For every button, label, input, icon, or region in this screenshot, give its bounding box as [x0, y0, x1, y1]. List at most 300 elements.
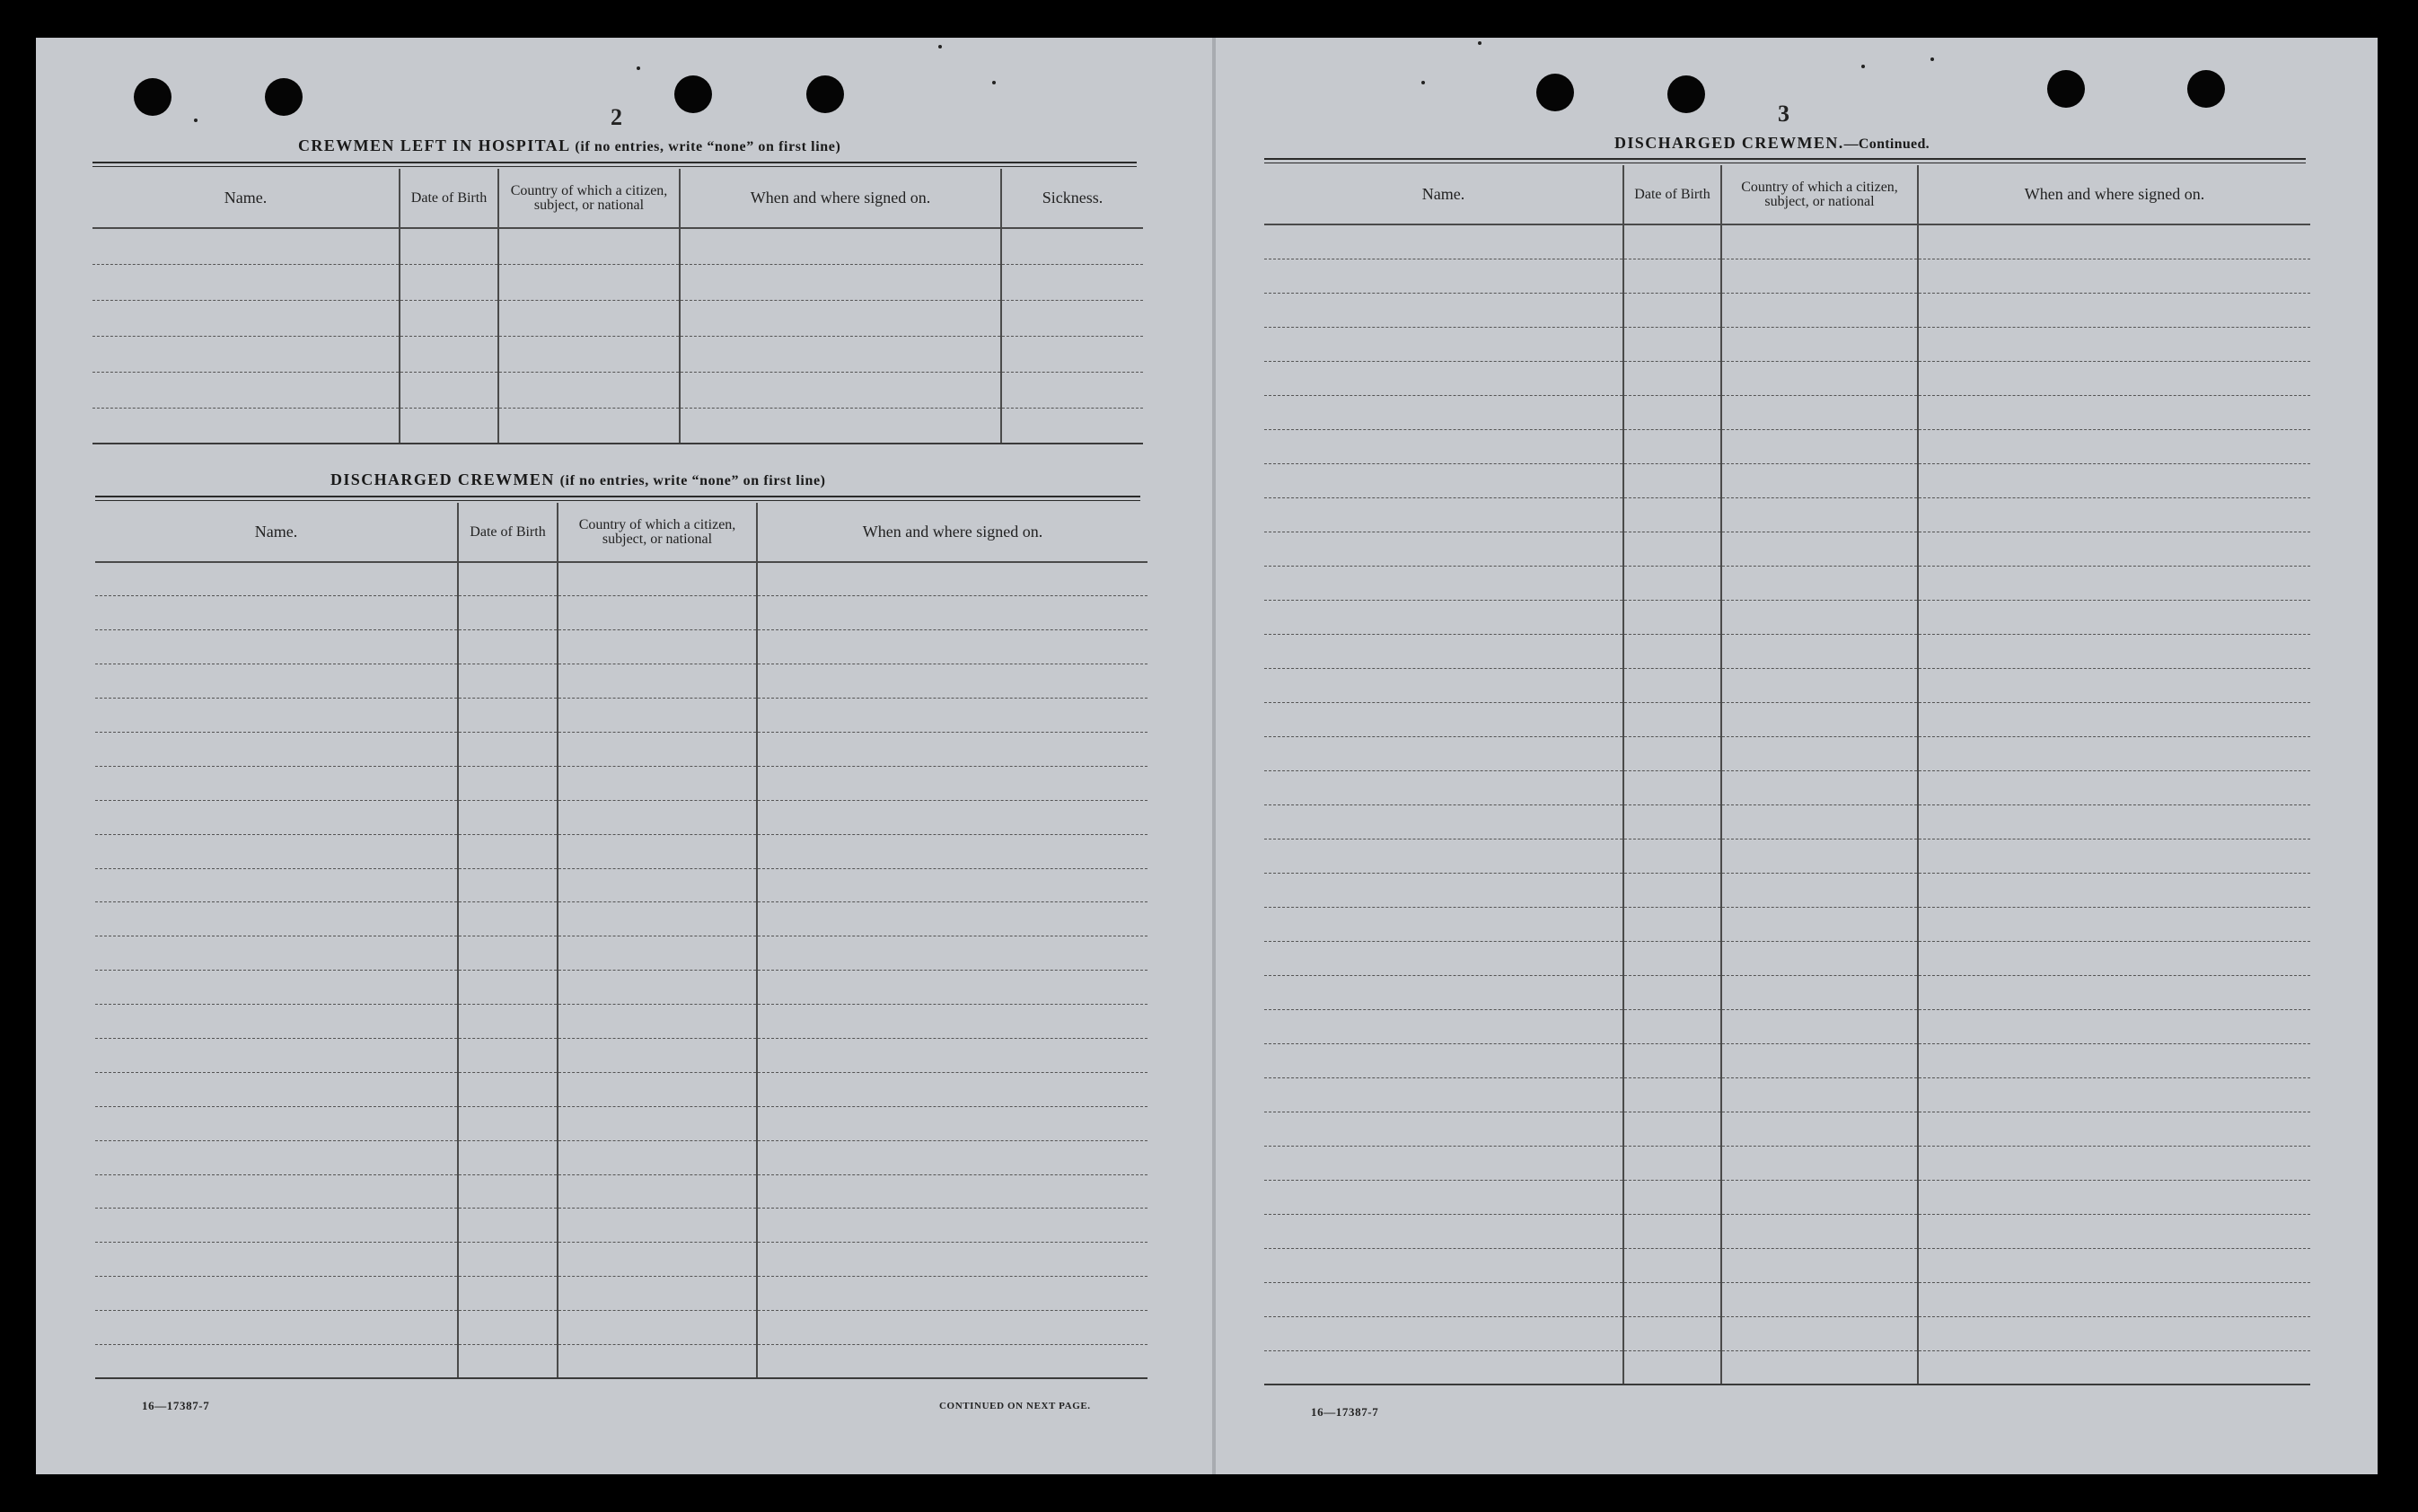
hospital-section-title [298, 136, 840, 155]
blank-cell [757, 1174, 1147, 1209]
col-header-signed-on: When and where signed on. [1918, 165, 2310, 224]
blank-cell [458, 664, 558, 699]
blank-cell [1264, 395, 1623, 429]
page-fold [1212, 38, 1216, 1474]
table-row [1264, 395, 2310, 429]
blank-cell [498, 300, 680, 336]
blank-cell [757, 1106, 1147, 1140]
blank-cell [1721, 873, 1918, 907]
blank-cell [1001, 264, 1143, 300]
blank-cell [757, 1072, 1147, 1106]
blank-cell [1721, 361, 1918, 395]
table-row [95, 868, 1147, 902]
discharged-section-title [330, 470, 826, 489]
blank-cell [1264, 497, 1623, 532]
table-row [1264, 327, 2310, 361]
blank-cell [1918, 941, 2310, 975]
blank-cell [458, 1243, 558, 1277]
blank-cell [1264, 327, 1623, 361]
blank-cell [95, 562, 458, 596]
blank-cell [95, 1311, 458, 1345]
hospital-title-note: (if no entries, write “none” on first line) [575, 139, 841, 154]
blank-cell [757, 1005, 1147, 1039]
table-row [95, 800, 1147, 834]
table-row [95, 732, 1147, 766]
blank-cell [680, 408, 1001, 444]
blank-cell [1264, 1214, 1623, 1248]
col-header-name: Name. [1264, 165, 1623, 224]
blank-cell [95, 1243, 458, 1277]
blank-cell [1264, 736, 1623, 770]
blank-cell [1721, 770, 1918, 804]
blank-cell [400, 228, 498, 264]
blank-cell [1264, 293, 1623, 327]
blank-cell [558, 902, 757, 936]
blank-cell [1623, 736, 1721, 770]
blank-cell [1721, 1248, 1918, 1282]
blank-cell [400, 264, 498, 300]
blank-cell [458, 1209, 558, 1243]
blank-cell [1264, 1316, 1623, 1350]
blank-cell [1264, 634, 1623, 668]
blank-cell [1918, 702, 2310, 736]
blank-cell [1721, 566, 1918, 600]
blank-cell [1264, 770, 1623, 804]
table-row [1264, 907, 2310, 941]
blank-cell [498, 372, 680, 408]
blank-cell [1264, 532, 1623, 566]
blank-cell [498, 336, 680, 372]
blank-cell [558, 834, 757, 868]
table-row [1264, 1146, 2310, 1180]
blank-cell [1001, 372, 1143, 408]
table-row [1264, 259, 2310, 293]
page-number-left: 2 [611, 104, 622, 130]
table-row [95, 902, 1147, 936]
table-row [95, 834, 1147, 868]
blank-cell [558, 971, 757, 1005]
table-row [92, 372, 1143, 408]
blank-cell [458, 834, 558, 868]
blank-cell [92, 264, 400, 300]
blank-cell [757, 834, 1147, 868]
blank-cell [1721, 1112, 1918, 1146]
blank-cell [1623, 1112, 1721, 1146]
blank-cell [1918, 224, 2310, 259]
col-header-name: Name. [92, 169, 400, 228]
blank-cell [1721, 1350, 1918, 1385]
blank-cell [1623, 1248, 1721, 1282]
blank-cell [1623, 1350, 1721, 1385]
blank-cell [458, 1005, 558, 1039]
blank-cell [1721, 259, 1918, 293]
blank-cell [95, 766, 458, 800]
col-header-country: Country of which a citizen, subject, or national [1721, 165, 1918, 224]
blank-cell [757, 562, 1147, 596]
discharged-continued-note: —Continued. [1843, 136, 1930, 152]
blank-cell [458, 1072, 558, 1106]
blank-cell [1623, 1043, 1721, 1077]
blank-cell [757, 732, 1147, 766]
blank-cell [558, 596, 757, 630]
blank-cell [757, 936, 1147, 971]
blank-cell [1264, 1180, 1623, 1214]
blank-cell [95, 664, 458, 699]
blank-cell [1264, 1146, 1623, 1180]
table-row [95, 699, 1147, 733]
blank-cell [1918, 873, 2310, 907]
discharged-continued-top-rule [1264, 158, 2306, 163]
blank-cell [1918, 532, 2310, 566]
blank-cell [458, 936, 558, 971]
table-row [95, 1106, 1147, 1140]
blank-cell [1623, 224, 1721, 259]
blank-cell [558, 1311, 757, 1345]
blank-cell [95, 902, 458, 936]
blank-cell [1918, 1009, 2310, 1043]
blank-cell [95, 1277, 458, 1311]
blank-cell [1721, 224, 1918, 259]
table-row [1264, 600, 2310, 634]
blank-cell [1721, 907, 1918, 941]
blank-cell [95, 1072, 458, 1106]
blank-cell [757, 1038, 1147, 1072]
table-row [1264, 1009, 2310, 1043]
blank-cell [1264, 1077, 1623, 1112]
blank-cell [1623, 1077, 1721, 1112]
blank-cell [1918, 327, 2310, 361]
blank-cell [558, 800, 757, 834]
blank-cell [1721, 1316, 1918, 1350]
speck [938, 45, 942, 48]
table-row [95, 1209, 1147, 1243]
table-row [95, 1072, 1147, 1106]
col-header-name: Name. [95, 503, 458, 562]
table-row [1264, 1112, 2310, 1146]
blank-cell [1623, 1180, 1721, 1214]
blank-cell [1918, 1146, 2310, 1180]
discharged-top-rule [95, 496, 1140, 501]
blank-cell [1623, 293, 1721, 327]
blank-cell [1721, 429, 1918, 463]
table-row [95, 1174, 1147, 1209]
blank-cell [1721, 600, 1918, 634]
blank-cell [1623, 429, 1721, 463]
blank-cell [95, 630, 458, 664]
blank-cell [92, 372, 400, 408]
table-row [95, 596, 1147, 630]
blank-cell [458, 596, 558, 630]
blank-cell [1721, 1282, 1918, 1316]
table-row [1264, 497, 2310, 532]
table-row [1264, 702, 2310, 736]
blank-cell [1918, 259, 2310, 293]
blank-cell [757, 1209, 1147, 1243]
table-row [1264, 1077, 2310, 1112]
blank-cell [95, 868, 458, 902]
blank-cell [1918, 1077, 2310, 1112]
discharged-title-note: (if no entries, write “none” on first line) [559, 473, 826, 488]
blank-cell [1918, 1316, 2310, 1350]
blank-cell [1623, 804, 1721, 839]
blank-cell [1001, 336, 1143, 372]
blank-cell [1918, 497, 2310, 532]
blank-cell [558, 766, 757, 800]
blank-cell [1721, 463, 1918, 497]
punch-hole [806, 75, 844, 113]
table-row [1264, 634, 2310, 668]
blank-cell [458, 1038, 558, 1072]
punch-hole [134, 78, 171, 116]
blank-cell [757, 1344, 1147, 1378]
table-row [1264, 975, 2310, 1009]
blank-cell [558, 1072, 757, 1106]
blank-cell [558, 1005, 757, 1039]
blank-cell [558, 732, 757, 766]
blank-cell [1623, 634, 1721, 668]
blank-cell [1623, 975, 1721, 1009]
hospital-table [92, 169, 1143, 444]
blank-cell [1721, 1043, 1918, 1077]
punch-hole [2047, 70, 2085, 108]
blank-cell [458, 800, 558, 834]
speck [992, 81, 996, 84]
blank-cell [1721, 736, 1918, 770]
blank-cell [1264, 804, 1623, 839]
blank-cell [757, 1277, 1147, 1311]
blank-cell [680, 300, 1001, 336]
blank-cell [757, 1140, 1147, 1174]
blank-cell [1721, 1077, 1918, 1112]
blank-cell [458, 1311, 558, 1345]
blank-cell [1721, 668, 1918, 702]
form-number-left: 16—17387-7 [142, 1399, 210, 1412]
table-row [92, 264, 1143, 300]
blank-cell [558, 1106, 757, 1140]
blank-cell [680, 336, 1001, 372]
blank-cell [92, 336, 400, 372]
blank-cell [757, 971, 1147, 1005]
table-row [95, 1243, 1147, 1277]
blank-cell [95, 800, 458, 834]
blank-cell [558, 1344, 757, 1378]
table-row [95, 971, 1147, 1005]
blank-cell [1623, 907, 1721, 941]
blank-cell [757, 1243, 1147, 1277]
punch-hole [674, 75, 712, 113]
blank-cell [458, 868, 558, 902]
blank-cell [498, 264, 680, 300]
blank-cell [757, 630, 1147, 664]
blank-cell [95, 1344, 458, 1378]
table-row [1264, 804, 2310, 839]
blank-cell [1623, 873, 1721, 907]
table-row [95, 1140, 1147, 1174]
col-header-signed-on: When and where signed on. [757, 503, 1147, 562]
blank-cell [1918, 600, 2310, 634]
table-row [1264, 361, 2310, 395]
blank-cell [558, 1243, 757, 1277]
blank-cell [1918, 804, 2310, 839]
blank-cell [558, 699, 757, 733]
table-row [1264, 463, 2310, 497]
blank-cell [95, 1005, 458, 1039]
blank-cell [757, 800, 1147, 834]
hospital-top-rule [92, 162, 1137, 167]
blank-cell [1623, 1146, 1721, 1180]
blank-cell [1623, 327, 1721, 361]
blank-cell [92, 408, 400, 444]
blank-cell [1623, 361, 1721, 395]
blank-cell [1918, 1214, 2310, 1248]
blank-cell [95, 1038, 458, 1072]
table-row [1264, 1180, 2310, 1214]
speck [1930, 57, 1934, 61]
blank-cell [1918, 907, 2310, 941]
blank-cell [1623, 668, 1721, 702]
blank-cell [1264, 1112, 1623, 1146]
blank-cell [757, 902, 1147, 936]
blank-cell [1623, 1214, 1721, 1248]
blank-cell [458, 732, 558, 766]
blank-cell [95, 596, 458, 630]
blank-cell [1623, 395, 1721, 429]
table-row [95, 936, 1147, 971]
table-row [92, 408, 1143, 444]
blank-cell [1623, 1009, 1721, 1043]
blank-cell [400, 336, 498, 372]
blank-cell [1623, 1316, 1721, 1350]
col-header-date-of-birth: Date of Birth [458, 503, 558, 562]
blank-cell [95, 936, 458, 971]
blank-cell [1918, 566, 2310, 600]
blank-cell [1264, 907, 1623, 941]
table-row [1264, 941, 2310, 975]
discharged-table [95, 503, 1147, 1379]
blank-cell [1721, 497, 1918, 532]
col-header-signed-on: When and where signed on. [680, 169, 1001, 228]
blank-cell [92, 300, 400, 336]
blank-cell [1264, 668, 1623, 702]
blank-cell [558, 1174, 757, 1209]
blank-cell [458, 1174, 558, 1209]
blank-cell [1721, 634, 1918, 668]
blank-cell [1264, 224, 1623, 259]
blank-cell [1623, 941, 1721, 975]
table-row [95, 664, 1147, 699]
blank-cell [1721, 1009, 1918, 1043]
blank-cell [1623, 532, 1721, 566]
blank-cell [1918, 429, 2310, 463]
speck [1421, 81, 1425, 84]
blank-cell [680, 228, 1001, 264]
blank-cell [95, 1174, 458, 1209]
table-row [1264, 736, 2310, 770]
blank-cell [95, 1140, 458, 1174]
blank-cell [458, 1344, 558, 1378]
blank-cell [1918, 634, 2310, 668]
speck [1861, 65, 1865, 68]
blank-cell [1264, 941, 1623, 975]
blank-cell [458, 971, 558, 1005]
blank-cell [1721, 327, 1918, 361]
form-number-right: 16—17387-7 [1311, 1405, 1379, 1419]
col-header-date-of-birth: Date of Birth [1623, 165, 1721, 224]
hospital-title-text: CREWMEN LEFT IN HOSPITAL [298, 136, 570, 154]
blank-cell [1264, 1248, 1623, 1282]
blank-cell [1918, 1282, 2310, 1316]
table-row [92, 300, 1143, 336]
table-row [1264, 668, 2310, 702]
blank-cell [400, 300, 498, 336]
table-row [1264, 224, 2310, 259]
blank-cell [1264, 873, 1623, 907]
blank-cell [458, 630, 558, 664]
blank-cell [1721, 941, 1918, 975]
blank-cell [1264, 463, 1623, 497]
punch-hole [265, 78, 303, 116]
table-row [95, 562, 1147, 596]
blank-cell [1264, 1043, 1623, 1077]
blank-cell [1721, 975, 1918, 1009]
table-row [1264, 293, 2310, 327]
blank-cell [1623, 259, 1721, 293]
blank-cell [680, 372, 1001, 408]
blank-cell [1721, 1214, 1918, 1248]
blank-cell [1721, 1180, 1918, 1214]
speck [637, 66, 640, 70]
table-row [1264, 532, 2310, 566]
blank-cell [1918, 975, 2310, 1009]
blank-cell [95, 1209, 458, 1243]
blank-cell [1264, 600, 1623, 634]
blank-cell [95, 732, 458, 766]
blank-cell [1623, 839, 1721, 873]
blank-cell [1264, 702, 1623, 736]
table-row [95, 1277, 1147, 1311]
table-row [1264, 429, 2310, 463]
table-row [95, 1344, 1147, 1378]
blank-cell [1001, 228, 1143, 264]
speck [194, 119, 198, 122]
table-row [1264, 1214, 2310, 1248]
table-row [95, 1005, 1147, 1039]
blank-cell [757, 664, 1147, 699]
blank-cell [558, 868, 757, 902]
blank-cell [757, 596, 1147, 630]
blank-cell [95, 699, 458, 733]
table-row [1264, 1282, 2310, 1316]
blank-cell [458, 1277, 558, 1311]
blank-cell [558, 1140, 757, 1174]
blank-cell [498, 228, 680, 264]
blank-cell [1721, 395, 1918, 429]
blank-cell [1623, 566, 1721, 600]
col-header-date-of-birth: Date of Birth [400, 169, 498, 228]
blank-cell [558, 1038, 757, 1072]
blank-cell [558, 1277, 757, 1311]
blank-cell [458, 1106, 558, 1140]
blank-cell [1918, 463, 2310, 497]
blank-cell [1264, 361, 1623, 395]
table-row [92, 228, 1143, 264]
blank-cell [1623, 497, 1721, 532]
table-row [92, 336, 1143, 372]
blank-cell [558, 664, 757, 699]
table-row [95, 766, 1147, 800]
blank-cell [558, 562, 757, 596]
table-row [1264, 873, 2310, 907]
